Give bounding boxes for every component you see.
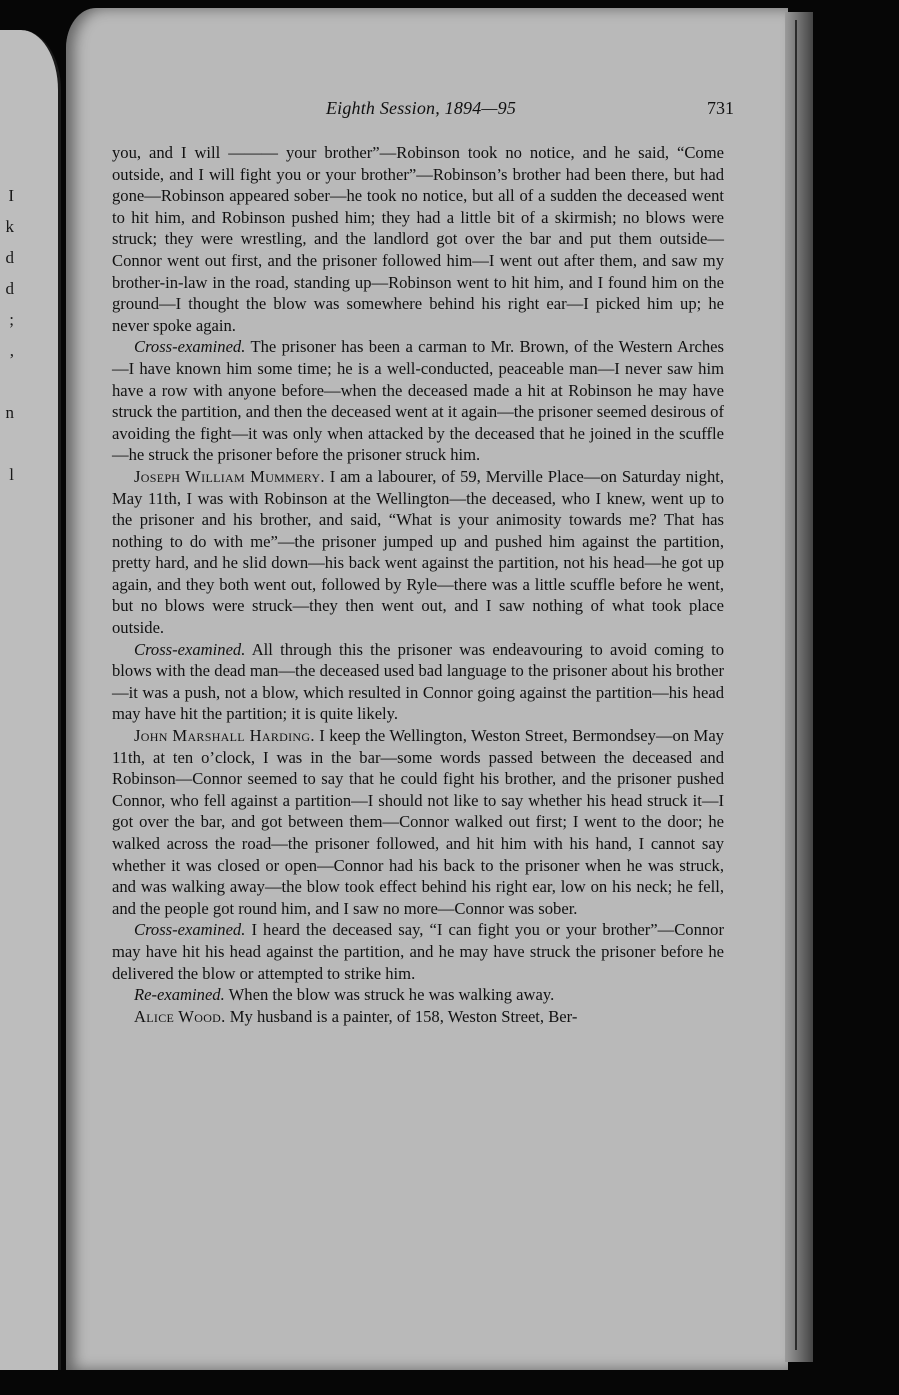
testimony-text: I am a labourer, of 59, Merville Place—on Saturday night, May 11th, I was with Robinson at the Wellington—the deceased, who I knew, went up to the prisoner and his brother, and said, “What is your animosity towards me? That has nothing to do with me”—the prisoner jumped up and pushed him against the partition, pretty hard, and he slid down—his back went against the partition, not his head—he got up again, and they both went out, followed by Ryle—there was a little scuffle before he went, but no blows were struck—they then went out, and I saw nothing of what took place outside. [112,466,725,638]
testimony-text: you, and I will ——— your brother”—Robinson took no notice, and he said, “Come outside, and I will fight you or your brother”—Robinson’s brother had been there, but had gone—Robinson appeared sober—he took no notice, but all of a sudden the deceased went to hit him, and Robinson pushed him; they had a little bit of a skirmish; no blows were struck; they were wrestling, and the landlord got over the bar and put them outside—Connor went out first, and the prisoner followed him—I went out after them, and saw my brother-in-law in the road, standing up—Robinson went to hit him, and I found him on the ground—I thought the blow was somewhere behind his right ear—I picked him up; he never spoke again. [112,143,724,335]
margin-fragment: I [8,186,14,205]
margin-fragment [0,366,14,397]
margin-fragment: d [5,279,14,298]
running-head: Eighth Session, 1894—95 [325,98,517,118]
margin-fragment: n [5,403,14,422]
testimony-text: I heard the deceased say, “I can fight you or your brother”—Connor may have hit his head against the partition, and he may have struck the prisoner before he delivered the blow or attempted to strike him. [112,920,724,983]
paragraph-p1 [112,142,724,336]
page-edge [785,12,813,1362]
paragraph-p6 [112,919,724,984]
left-page [0,30,61,1370]
witness-name: Alice Wood. [134,1006,226,1026]
examination-label: Cross-examined. [134,639,246,659]
margin-fragment: d [5,248,14,267]
paragraph-p2 [112,336,724,466]
witness-name: John Marshall Harding. [134,726,315,746]
margin-fragment: ; [9,310,14,329]
testimony-text: My husband is a painter, of 158, Weston Street, Ber- [225,1006,578,1026]
page-edge-line [795,20,797,1350]
page-header [112,98,734,124]
paragraph-p3 [112,466,724,639]
page-number: 731 [707,98,734,118]
testimony-text: When the blow was struck he was walking away. [224,985,555,1005]
testimony-text: The prisoner has been a carman to Mr. Brown, of the Western Arches—I have known him some time; he is a well-conducted, peaceable man—I never saw him have a row with anyone before—when the deceased made a hit at Robinson he may have struck the partition, and then the deceased went at it again—the prisoner seemed desirous of avoiding the fight—it was only when attacked by the deceased that he joined in the scuffle—he struck the prisoner before the prisoner struck him. [112,337,724,465]
testimony-text: I keep the Wellington, Weston Street, Bermondsey—on May 11th, at ten o’clock, I was in the bar—some words passed between the deceased and Robinson—Connor seemed to say that he could fight his brother, and the prisoner pushed Connor, who fell against a partition—I should not like to say whether his head struck it—I got over the bar, and got between them—Connor walked out first; I went to the door; he walked across the road—the prisoner followed, and hit him with his hand, I cannot say whether it was closed or open—Connor had his back to the prisoner when he was struck, and was walking away—the blow took effect behind his right ear, low on his neck; he fell, and the people got round him, and I saw no more—Connor was sober. [112,726,724,918]
margin-fragment [0,428,14,459]
testimony-text: All through this the prisoner was endeavouring to avoid coming to blows with the dead man—the deceased used bad language to the prisoner about his brother—it was a push, not a blow, which resulted in Connor going against the partition—his head may have hit the partition; it is quite likely. [112,639,724,724]
left-page-margin-fragments [0,180,14,490]
paragraph-p5 [112,725,724,919]
examination-label: Cross-examined. [134,337,246,357]
examination-label: Re-examined. [134,985,225,1005]
paragraph-p4 [112,639,724,725]
witness-name: Joseph William Mummery. [134,466,325,486]
paragraph-p8 [112,1006,724,1028]
body-text [112,142,724,1027]
margin-fragment: k [5,217,14,236]
paragraph-p7 [112,984,724,1006]
margin-fragment: , [9,341,14,360]
margin-fragment: l [9,465,14,484]
examination-label: Cross-examined. [134,920,246,940]
